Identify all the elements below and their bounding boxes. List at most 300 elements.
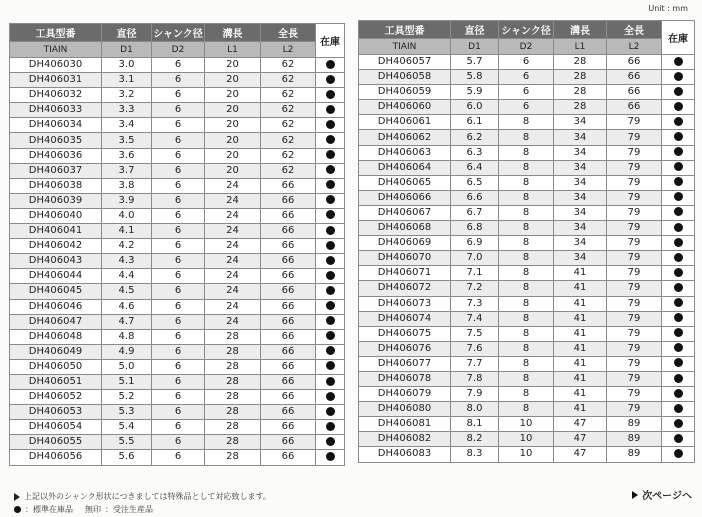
overall-length-cell: 79 [607,311,662,326]
subheader-d1: D1 [102,42,152,58]
overall-length-cell: 79 [607,190,662,205]
flute-length-cell: 34 [554,160,607,175]
tool-code-cell: DH406082 [359,432,451,447]
filled-circle-icon [674,283,683,292]
diameter-cell: 6.7 [451,205,499,220]
tool-code-cell: DH406070 [359,251,451,266]
overall-length-cell: 62 [261,103,316,118]
shank-diameter-cell: 6 [152,329,205,344]
tool-code-cell: DH406083 [359,447,451,462]
shank-diameter-cell: 6 [152,88,205,103]
table-row [10,314,345,329]
stock-cell [662,175,695,190]
stock-cell [316,208,345,223]
tool-code-cell: DH406078 [359,371,451,386]
filled-circle-icon [674,147,683,156]
shank-diameter-cell: 6 [152,284,205,299]
shank-diameter-cell: 8 [499,221,554,236]
tool-code-cell: DH406073 [359,296,451,311]
overall-length-cell: 66 [261,193,316,208]
filled-circle-icon [326,407,335,416]
stock-cell [316,390,345,405]
tool-code-cell: DH406068 [359,221,451,236]
tool-code-cell: DH406038 [10,178,102,193]
tool-code-cell: DH406035 [10,133,102,148]
flute-length-cell: 28 [205,374,261,389]
filled-circle-icon [674,328,683,337]
filled-circle-icon [326,437,335,446]
diameter-cell: 4.9 [102,344,152,359]
tool-code-cell: DH406076 [359,341,451,356]
tool-code-cell: DH406032 [10,88,102,103]
tool-code-cell: DH406036 [10,148,102,163]
stock-cell [662,100,695,115]
shank-diameter-cell: 6 [152,435,205,450]
diameter-cell: 7.1 [451,266,499,281]
table-row [359,387,695,402]
tool-code-cell: DH406077 [359,356,451,371]
shank-diameter-cell: 6 [499,100,554,115]
tool-code-cell: DH406049 [10,344,102,359]
tool-code-cell: DH406069 [359,236,451,251]
tool-code-cell: DH406051 [10,374,102,389]
flute-length-cell: 24 [205,239,261,254]
shank-diameter-cell: 6 [499,70,554,85]
table-row [359,100,695,115]
overall-length-cell: 79 [607,160,662,175]
subheader-coating: TIAIN [359,39,451,55]
tool-code-cell: DH406043 [10,254,102,269]
tool-code-cell: DH406074 [359,311,451,326]
flute-length-cell: 34 [554,130,607,145]
tool-code-cell: DH406057 [359,55,451,70]
shank-diameter-cell: 8 [499,371,554,386]
overall-length-cell: 66 [607,70,662,85]
diameter-cell: 3.6 [102,148,152,163]
tool-code-cell: DH406044 [10,269,102,284]
shank-diameter-cell: 8 [499,130,554,145]
tool-code-cell: DH406065 [359,175,451,190]
diameter-cell: 3.4 [102,118,152,133]
table-row [359,85,695,100]
diameter-cell: 8.3 [451,447,499,462]
overall-length-cell: 66 [261,420,316,435]
header-stock: 在庫 [316,24,345,58]
overall-length-cell: 62 [261,88,316,103]
shank-diameter-cell: 6 [152,299,205,314]
table-row [10,88,345,103]
flute-length-cell: 34 [554,251,607,266]
filled-circle-icon [674,102,683,111]
flute-length-cell: 20 [205,103,261,118]
shank-diameter-cell: 6 [152,58,205,73]
filled-circle-icon [14,506,21,513]
stock-cell [316,88,345,103]
stock-cell [316,254,345,269]
stock-cell [662,387,695,402]
diameter-cell: 8.2 [451,432,499,447]
diameter-cell: 3.1 [102,73,152,88]
table-row [10,58,345,73]
tool-code-cell: DH406081 [359,417,451,432]
flute-length-cell: 47 [554,417,607,432]
overall-length-cell: 66 [261,239,316,254]
overall-length-cell: 66 [261,374,316,389]
filled-circle-icon [326,226,335,235]
tool-code-cell: DH406046 [10,299,102,314]
stock-cell [316,329,345,344]
stock-cell [662,311,695,326]
filled-circle-icon [674,268,683,277]
diameter-cell: 7.5 [451,326,499,341]
triangle-bullet-icon [14,493,20,501]
stock-cell [662,266,695,281]
table-row [359,55,695,70]
overall-length-cell: 79 [607,251,662,266]
table-row [359,417,695,432]
overall-length-cell: 89 [607,447,662,462]
flute-length-cell: 20 [205,58,261,73]
filled-circle-icon [674,343,683,352]
stock-cell [662,205,695,220]
table-row [10,299,345,314]
tool-code-cell: DH406056 [10,450,102,465]
shank-diameter-cell: 6 [152,314,205,329]
table-row [359,160,695,175]
shank-diameter-cell: 8 [499,190,554,205]
table-row [10,435,345,450]
stock-cell [316,163,345,178]
shank-diameter-cell: 6 [152,118,205,133]
overall-length-cell: 66 [261,359,316,374]
flute-length-cell: 28 [205,329,261,344]
header-stock: 在庫 [662,21,695,55]
table-row [10,344,345,359]
diameter-cell: 6.9 [451,236,499,251]
header-diameter: 直径 [451,21,499,39]
table-row [10,103,345,118]
overall-length-cell: 66 [607,55,662,70]
shank-diameter-cell: 6 [152,390,205,405]
diameter-cell: 5.7 [451,55,499,70]
overall-length-cell: 79 [607,205,662,220]
tool-code-cell: DH406047 [10,314,102,329]
tool-code-cell: DH406060 [359,100,451,115]
shank-diameter-cell: 6 [499,55,554,70]
next-page-label: 次ページへ [642,491,692,502]
table-row [359,205,695,220]
table-row [359,115,695,130]
diameter-cell: 7.0 [451,251,499,266]
table-row [10,193,345,208]
tool-code-cell: DH406064 [359,160,451,175]
diameter-cell: 3.3 [102,103,152,118]
table-row [10,284,345,299]
overall-length-cell: 79 [607,175,662,190]
tool-code-cell: DH406066 [359,190,451,205]
flute-length-cell: 20 [205,88,261,103]
tool-code-cell: DH406055 [10,435,102,450]
diameter-cell: 4.5 [102,284,152,299]
subheader-d1: D1 [451,39,499,55]
diameter-cell: 6.4 [451,160,499,175]
stock-cell [662,326,695,341]
table-row [10,163,345,178]
table-row [10,450,345,465]
diameter-cell: 4.0 [102,208,152,223]
subheader-l1: L1 [205,42,261,58]
filled-circle-icon [674,192,683,201]
tool-code-cell: DH406067 [359,205,451,220]
diameter-cell: 5.5 [102,435,152,450]
filled-circle-icon [326,271,335,280]
header-flute-length: 溝長 [554,21,607,39]
overall-length-cell: 62 [261,133,316,148]
shank-diameter-cell: 6 [152,374,205,389]
legend-none-text: ：受注生産品 [105,505,153,514]
spec-table-left [9,23,345,466]
flute-length-cell: 41 [554,281,607,296]
diameter-cell: 6.5 [451,175,499,190]
diameter-cell: 6.6 [451,190,499,205]
table-row [10,239,345,254]
overall-length-cell: 79 [607,145,662,160]
table-row [359,371,695,386]
diameter-cell: 4.6 [102,299,152,314]
stock-cell [316,73,345,88]
tool-code-cell: DH406075 [359,326,451,341]
stock-cell [662,251,695,266]
stock-cell [316,374,345,389]
stock-cell [662,281,695,296]
flute-length-cell: 28 [205,359,261,374]
table-row [10,148,345,163]
shank-diameter-cell: 6 [152,239,205,254]
overall-length-cell: 66 [607,85,662,100]
flute-length-cell: 24 [205,314,261,329]
stock-cell [316,193,345,208]
overall-length-cell: 89 [607,417,662,432]
filled-circle-icon [326,210,335,219]
diameter-cell: 7.3 [451,296,499,311]
tool-code-cell: DH406034 [10,118,102,133]
table-row [10,208,345,223]
table-row [359,311,695,326]
flute-length-cell: 20 [205,73,261,88]
flute-length-cell: 34 [554,205,607,220]
shank-diameter-cell: 10 [499,447,554,462]
table-row [10,420,345,435]
flute-length-cell: 41 [554,296,607,311]
subheader-d2: D2 [152,42,205,58]
filled-circle-icon [674,238,683,247]
filled-circle-icon [674,57,683,66]
shank-diameter-cell: 6 [152,450,205,465]
filled-circle-icon [674,389,683,398]
stock-cell [316,284,345,299]
overall-length-cell: 66 [607,100,662,115]
filled-circle-icon [326,256,335,265]
flute-length-cell: 34 [554,236,607,251]
footnotes [14,490,271,516]
stock-cell [316,344,345,359]
flute-length-cell: 41 [554,326,607,341]
header-tool-code: 工具型番 [10,24,102,42]
stock-cell [662,190,695,205]
filled-circle-icon [674,207,683,216]
legend-stock-text: ：標準在庫品 [25,505,73,514]
overall-length-cell: 66 [261,284,316,299]
filled-circle-icon [326,90,335,99]
diameter-cell: 5.3 [102,405,152,420]
stock-cell [662,85,695,100]
shank-diameter-cell: 6 [499,85,554,100]
shank-diameter-cell: 6 [152,269,205,284]
subheader-coating: TIAIN [10,42,102,58]
overall-length-cell: 79 [607,296,662,311]
shank-diameter-cell: 8 [499,281,554,296]
flute-length-cell: 47 [554,432,607,447]
shank-diameter-cell: 8 [499,251,554,266]
filled-circle-icon [674,419,683,428]
overall-length-cell: 66 [261,299,316,314]
table-row [359,145,695,160]
shank-diameter-cell: 8 [499,402,554,417]
diameter-cell: 6.3 [451,145,499,160]
shank-diameter-cell: 6 [152,208,205,223]
shank-diameter-cell: 6 [152,163,205,178]
diameter-cell: 3.2 [102,88,152,103]
triangle-right-icon [632,491,638,499]
overall-length-cell: 66 [261,178,316,193]
shank-diameter-cell: 8 [499,356,554,371]
table-row [359,447,695,462]
header-shank-diameter: シャンク径 [499,21,554,39]
unit-label: Unit : mm [648,4,688,13]
diameter-cell: 7.7 [451,356,499,371]
stock-cell [662,221,695,236]
diameter-cell: 3.5 [102,133,152,148]
shank-diameter-cell: 6 [152,178,205,193]
diameter-cell: 5.0 [102,359,152,374]
flute-length-cell: 28 [554,55,607,70]
filled-circle-icon [326,331,335,340]
diameter-cell: 5.6 [102,450,152,465]
table-row [359,266,695,281]
overall-length-cell: 79 [607,281,662,296]
tool-code-cell: DH406058 [359,70,451,85]
filled-circle-icon [326,241,335,250]
shank-diameter-cell: 8 [499,387,554,402]
filled-circle-icon [674,177,683,186]
flute-length-cell: 20 [205,163,261,178]
tool-code-cell: DH406071 [359,266,451,281]
diameter-cell: 6.0 [451,100,499,115]
flute-length-cell: 41 [554,402,607,417]
diameter-cell: 7.8 [451,371,499,386]
table-row [359,341,695,356]
filled-circle-icon [674,358,683,367]
shank-diameter-cell: 8 [499,175,554,190]
filled-circle-icon [326,316,335,325]
table-row [10,73,345,88]
overall-length-cell: 79 [607,266,662,281]
stock-cell [316,133,345,148]
stock-cell [316,178,345,193]
filled-circle-icon [674,313,683,322]
table-row [359,190,695,205]
stock-cell [662,145,695,160]
stock-cell [316,118,345,133]
shank-diameter-cell: 6 [152,420,205,435]
shank-diameter-cell: 6 [152,103,205,118]
overall-length-cell: 89 [607,432,662,447]
filled-circle-icon [674,404,683,413]
subheader-l1: L1 [554,39,607,55]
table-row [359,356,695,371]
filled-circle-icon [326,392,335,401]
filled-circle-icon [326,105,335,114]
table-row [10,178,345,193]
shank-diameter-cell: 8 [499,326,554,341]
shank-diameter-cell: 8 [499,145,554,160]
overall-length-cell: 62 [261,58,316,73]
filled-circle-icon [326,120,335,129]
table-row [10,359,345,374]
stock-cell [662,432,695,447]
shank-diameter-cell: 8 [499,341,554,356]
overall-length-cell: 66 [261,254,316,269]
filled-circle-icon [674,87,683,96]
shank-diameter-cell: 8 [499,296,554,311]
tool-code-cell: DH406079 [359,387,451,402]
flute-length-cell: 20 [205,133,261,148]
filled-circle-icon [326,150,335,159]
overall-length-cell: 79 [607,115,662,130]
flute-length-cell: 24 [205,224,261,239]
flute-length-cell: 28 [205,450,261,465]
flute-length-cell: 24 [205,193,261,208]
spec-table-right [358,20,695,463]
table-body-left [10,58,345,466]
table-body-right [359,55,695,463]
table-row [359,432,695,447]
table-row [359,236,695,251]
flute-length-cell: 28 [554,100,607,115]
diameter-cell: 7.4 [451,311,499,326]
next-page-link[interactable] [632,487,692,502]
diameter-cell: 8.0 [451,402,499,417]
flute-length-cell: 24 [205,299,261,314]
filled-circle-icon [326,195,335,204]
diameter-cell: 3.7 [102,163,152,178]
table-row [10,269,345,284]
filled-circle-icon [326,286,335,295]
stock-cell [662,356,695,371]
diameter-cell: 5.9 [451,85,499,100]
diameter-cell: 7.2 [451,281,499,296]
filled-circle-icon [326,180,335,189]
overall-length-cell: 66 [261,405,316,420]
table-row [10,390,345,405]
overall-length-cell: 66 [261,435,316,450]
stock-cell [316,420,345,435]
tool-code-cell: DH406063 [359,145,451,160]
tool-code-cell: DH406031 [10,73,102,88]
filled-circle-icon [326,346,335,355]
tool-code-cell: DH406072 [359,281,451,296]
table-row [359,326,695,341]
